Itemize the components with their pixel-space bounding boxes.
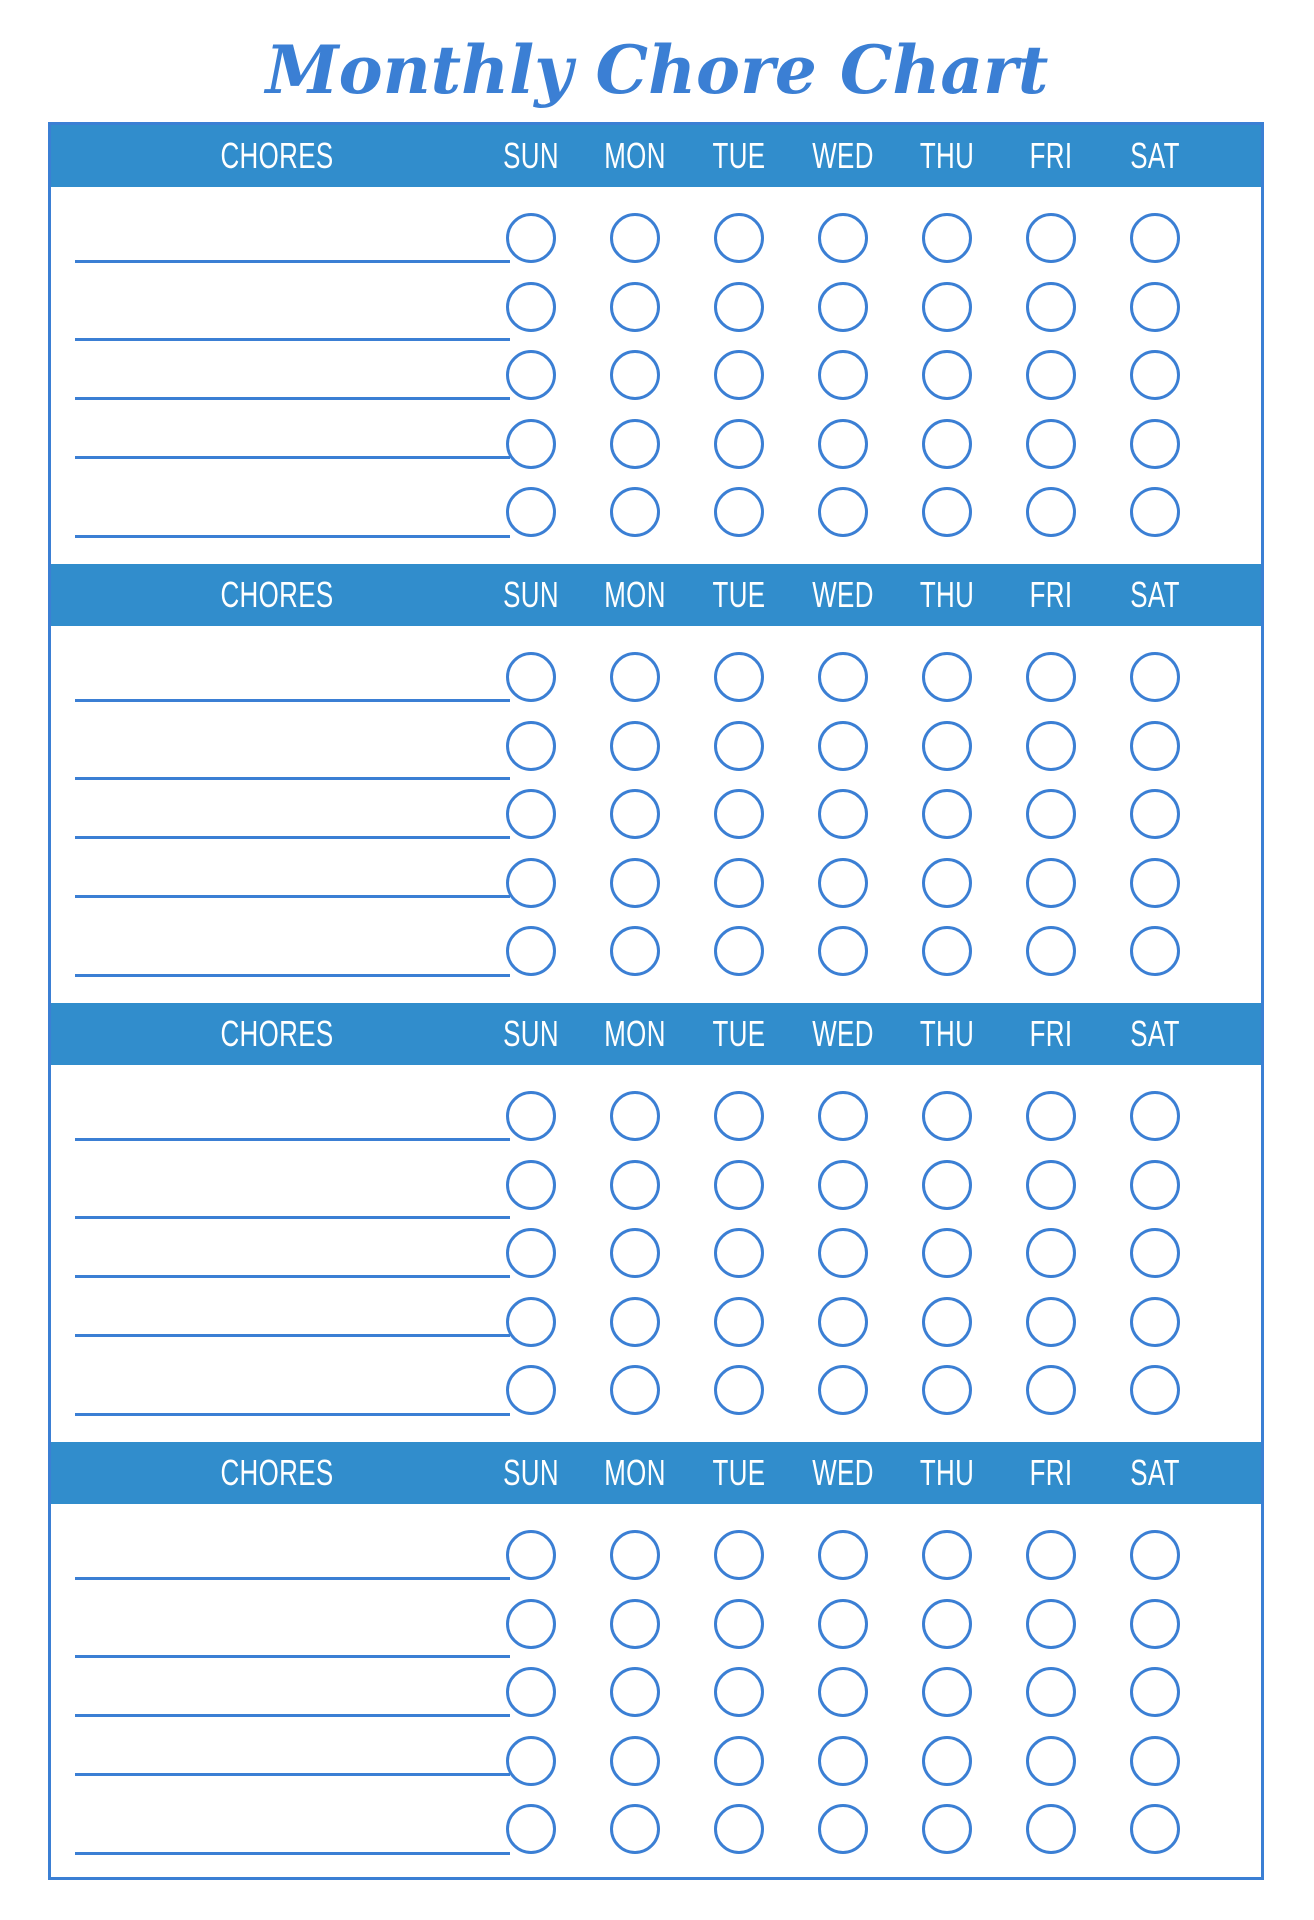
check-circle[interactable]: [506, 282, 556, 332]
check-circle[interactable]: [714, 1091, 764, 1141]
check-circle[interactable]: [818, 350, 868, 400]
check-circle[interactable]: [922, 721, 972, 771]
chore-write-line[interactable]: [75, 895, 510, 898]
check-circle[interactable]: [714, 1228, 764, 1278]
check-circle[interactable]: [506, 213, 556, 263]
check-circle[interactable]: [922, 350, 972, 400]
check-circle[interactable]: [922, 1736, 972, 1786]
check-circle[interactable]: [610, 1667, 660, 1717]
day-header-thu: THU: [919, 1013, 975, 1054]
day-header-mon: MON: [604, 1013, 666, 1054]
check-circle[interactable]: [506, 1530, 556, 1580]
check-circle[interactable]: [1026, 1804, 1076, 1854]
check-circle[interactable]: [1026, 1228, 1076, 1278]
day-header-tue: TUE: [712, 135, 766, 176]
check-circle[interactable]: [610, 1736, 660, 1786]
check-circle[interactable]: [610, 1599, 660, 1649]
check-circle[interactable]: [610, 1804, 660, 1854]
check-circle[interactable]: [922, 1530, 972, 1580]
check-circle[interactable]: [610, 1297, 660, 1347]
check-circle[interactable]: [1026, 282, 1076, 332]
check-circle[interactable]: [1026, 213, 1076, 263]
check-circle[interactable]: [714, 652, 764, 702]
day-header-sun: SUN: [503, 135, 559, 176]
chore-write-line[interactable]: [75, 1577, 510, 1580]
check-circle[interactable]: [1026, 1365, 1076, 1415]
week-header: [51, 125, 1261, 187]
check-circle[interactable]: [1130, 1160, 1180, 1210]
check-circle[interactable]: [1130, 1599, 1180, 1649]
check-circle[interactable]: [922, 1228, 972, 1278]
check-circle[interactable]: [714, 1667, 764, 1717]
check-circle[interactable]: [714, 1297, 764, 1347]
check-circle[interactable]: [818, 1228, 868, 1278]
check-circle[interactable]: [610, 419, 660, 469]
chores-column-header: CHORES: [220, 135, 334, 176]
check-circle[interactable]: [1130, 419, 1180, 469]
week-body: [51, 187, 1261, 564]
week-section: [51, 564, 1261, 1003]
chore-write-line[interactable]: [75, 1852, 510, 1855]
check-circle[interactable]: [818, 1667, 868, 1717]
check-circle[interactable]: [1026, 652, 1076, 702]
check-circle[interactable]: [1130, 789, 1180, 839]
check-circle[interactable]: [818, 213, 868, 263]
check-circle[interactable]: [818, 1365, 868, 1415]
day-header-wed: WED: [812, 1452, 874, 1493]
check-circle[interactable]: [1130, 652, 1180, 702]
day-header-sat: SAT: [1130, 1452, 1180, 1493]
check-circle[interactable]: [506, 1228, 556, 1278]
chore-chart-table: [48, 122, 1264, 1880]
check-circle[interactable]: [1026, 1530, 1076, 1580]
check-circle[interactable]: [1130, 1365, 1180, 1415]
check-circle[interactable]: [714, 1160, 764, 1210]
check-circle[interactable]: [818, 487, 868, 537]
check-circle[interactable]: [922, 282, 972, 332]
check-circle[interactable]: [818, 789, 868, 839]
chores-column-header: CHORES: [220, 1452, 334, 1493]
check-circle[interactable]: [506, 1297, 556, 1347]
check-circle[interactable]: [610, 1228, 660, 1278]
check-circle[interactable]: [506, 1091, 556, 1141]
check-circle[interactable]: [610, 1365, 660, 1415]
check-circle[interactable]: [610, 1160, 660, 1210]
week-body: [51, 626, 1261, 1003]
chore-write-line[interactable]: [75, 1138, 510, 1141]
check-circle[interactable]: [714, 350, 764, 400]
week-body: [51, 1504, 1261, 1881]
day-header-sat: SAT: [1130, 574, 1180, 615]
week-section: [51, 1442, 1261, 1882]
chore-write-line[interactable]: [75, 777, 510, 780]
chore-write-line[interactable]: [75, 974, 510, 977]
chore-write-line[interactable]: [75, 1714, 510, 1717]
check-circle[interactable]: [610, 926, 660, 976]
check-circle[interactable]: [1026, 858, 1076, 908]
check-circle[interactable]: [714, 721, 764, 771]
check-circle[interactable]: [818, 721, 868, 771]
check-circle[interactable]: [506, 789, 556, 839]
day-header-sun: SUN: [503, 1013, 559, 1054]
check-circle[interactable]: [610, 789, 660, 839]
check-circle[interactable]: [1130, 487, 1180, 537]
chore-write-line[interactable]: [75, 260, 510, 263]
check-circle[interactable]: [610, 282, 660, 332]
check-circle[interactable]: [922, 652, 972, 702]
check-circle[interactable]: [818, 419, 868, 469]
check-circle[interactable]: [922, 1667, 972, 1717]
check-circle[interactable]: [1026, 926, 1076, 976]
check-circle[interactable]: [714, 213, 764, 263]
check-circle[interactable]: [818, 1736, 868, 1786]
check-circle[interactable]: [714, 858, 764, 908]
check-circle[interactable]: [1026, 1160, 1076, 1210]
check-circle[interactable]: [818, 1804, 868, 1854]
check-circle[interactable]: [610, 487, 660, 537]
check-circle[interactable]: [922, 1599, 972, 1649]
day-header-wed: WED: [812, 574, 874, 615]
chore-write-line[interactable]: [75, 836, 510, 839]
week-section: [51, 1003, 1261, 1442]
check-circle[interactable]: [714, 487, 764, 537]
check-circle[interactable]: [714, 282, 764, 332]
day-header-sun: SUN: [503, 1452, 559, 1493]
chore-write-line[interactable]: [75, 456, 510, 459]
check-circle[interactable]: [818, 1599, 868, 1649]
check-circle[interactable]: [506, 721, 556, 771]
week-section: [51, 125, 1261, 564]
check-circle[interactable]: [1130, 1736, 1180, 1786]
day-header-fri: FRI: [1029, 1452, 1073, 1493]
check-circle[interactable]: [610, 652, 660, 702]
check-circle[interactable]: [922, 1365, 972, 1415]
check-circle[interactable]: [1130, 1530, 1180, 1580]
chore-write-line[interactable]: [75, 1773, 510, 1776]
check-circle[interactable]: [1130, 721, 1180, 771]
check-circle[interactable]: [506, 1736, 556, 1786]
day-header-tue: TUE: [712, 1013, 766, 1054]
check-circle[interactable]: [1130, 1228, 1180, 1278]
day-header-mon: MON: [604, 574, 666, 615]
check-circle[interactable]: [1026, 1736, 1076, 1786]
check-circle[interactable]: [1026, 721, 1076, 771]
day-header-sun: SUN: [503, 574, 559, 615]
check-circle[interactable]: [1026, 1599, 1076, 1649]
day-header-fri: FRI: [1029, 1013, 1073, 1054]
check-circle[interactable]: [922, 1160, 972, 1210]
check-circle[interactable]: [714, 1736, 764, 1786]
check-circle[interactable]: [714, 789, 764, 839]
day-header-wed: WED: [812, 135, 874, 176]
page-title: Monthly Chore Chart: [265, 31, 1049, 109]
chore-write-line[interactable]: [75, 535, 510, 538]
check-circle[interactable]: [1026, 419, 1076, 469]
chore-write-line[interactable]: [75, 1655, 510, 1658]
check-circle[interactable]: [506, 487, 556, 537]
chore-write-line[interactable]: [75, 1216, 510, 1219]
check-circle[interactable]: [818, 652, 868, 702]
check-circle[interactable]: [1026, 1091, 1076, 1141]
check-circle[interactable]: [818, 1297, 868, 1347]
week-header: [51, 1003, 1261, 1065]
chores-column-header: CHORES: [220, 574, 334, 615]
check-circle[interactable]: [1130, 1091, 1180, 1141]
check-circle[interactable]: [506, 1804, 556, 1854]
check-circle[interactable]: [506, 926, 556, 976]
check-circle[interactable]: [818, 926, 868, 976]
chores-column-header: CHORES: [220, 1013, 334, 1054]
check-circle[interactable]: [922, 1804, 972, 1854]
day-header-wed: WED: [812, 1013, 874, 1054]
check-circle[interactable]: [922, 1091, 972, 1141]
day-header-thu: THU: [919, 135, 975, 176]
check-circle[interactable]: [506, 858, 556, 908]
check-circle[interactable]: [610, 721, 660, 771]
week-header: [51, 1442, 1261, 1504]
check-circle[interactable]: [1026, 350, 1076, 400]
check-circle[interactable]: [818, 1530, 868, 1580]
chore-write-line[interactable]: [75, 1413, 510, 1416]
check-circle[interactable]: [506, 1365, 556, 1415]
day-header-tue: TUE: [712, 574, 766, 615]
check-circle[interactable]: [714, 1530, 764, 1580]
check-circle[interactable]: [922, 487, 972, 537]
check-circle[interactable]: [818, 858, 868, 908]
day-header-sat: SAT: [1130, 135, 1180, 176]
day-header-tue: TUE: [712, 1452, 766, 1493]
chore-write-line[interactable]: [75, 1334, 510, 1337]
check-circle[interactable]: [1026, 487, 1076, 537]
check-circle[interactable]: [818, 1091, 868, 1141]
day-header-mon: MON: [604, 135, 666, 176]
check-circle[interactable]: [1130, 858, 1180, 908]
check-circle[interactable]: [506, 419, 556, 469]
check-circle[interactable]: [1130, 1297, 1180, 1347]
check-circle[interactable]: [922, 789, 972, 839]
check-circle[interactable]: [506, 1599, 556, 1649]
chore-write-line[interactable]: [75, 397, 510, 400]
check-circle[interactable]: [818, 1160, 868, 1210]
check-circle[interactable]: [506, 350, 556, 400]
check-circle[interactable]: [610, 858, 660, 908]
check-circle[interactable]: [1130, 1804, 1180, 1854]
check-circle[interactable]: [818, 282, 868, 332]
check-circle[interactable]: [1026, 789, 1076, 839]
check-circle[interactable]: [506, 652, 556, 702]
check-circle[interactable]: [922, 858, 972, 908]
check-circle[interactable]: [714, 1804, 764, 1854]
check-circle[interactable]: [922, 926, 972, 976]
check-circle[interactable]: [1130, 350, 1180, 400]
chore-write-line[interactable]: [75, 699, 510, 702]
day-header-thu: THU: [919, 1452, 975, 1493]
check-circle[interactable]: [922, 419, 972, 469]
day-header-sat: SAT: [1130, 1013, 1180, 1054]
day-header-fri: FRI: [1029, 135, 1073, 176]
check-circle[interactable]: [714, 419, 764, 469]
check-circle[interactable]: [506, 1160, 556, 1210]
chore-write-line[interactable]: [75, 1275, 510, 1278]
check-circle[interactable]: [714, 926, 764, 976]
check-circle[interactable]: [610, 1530, 660, 1580]
check-circle[interactable]: [714, 1599, 764, 1649]
check-circle[interactable]: [1026, 1297, 1076, 1347]
week-header: [51, 564, 1261, 626]
check-circle[interactable]: [506, 1667, 556, 1717]
check-circle[interactable]: [610, 213, 660, 263]
chore-write-line[interactable]: [75, 338, 510, 341]
check-circle[interactable]: [1026, 1667, 1076, 1717]
check-circle[interactable]: [1130, 1667, 1180, 1717]
check-circle[interactable]: [1130, 282, 1180, 332]
week-body: [51, 1065, 1261, 1442]
check-circle[interactable]: [1130, 213, 1180, 263]
day-header-mon: MON: [604, 1452, 666, 1493]
check-circle[interactable]: [1130, 926, 1180, 976]
check-circle[interactable]: [714, 1365, 764, 1415]
day-header-thu: THU: [919, 574, 975, 615]
check-circle[interactable]: [922, 213, 972, 263]
check-circle[interactable]: [610, 350, 660, 400]
check-circle[interactable]: [610, 1091, 660, 1141]
check-circle[interactable]: [922, 1297, 972, 1347]
day-header-fri: FRI: [1029, 574, 1073, 615]
